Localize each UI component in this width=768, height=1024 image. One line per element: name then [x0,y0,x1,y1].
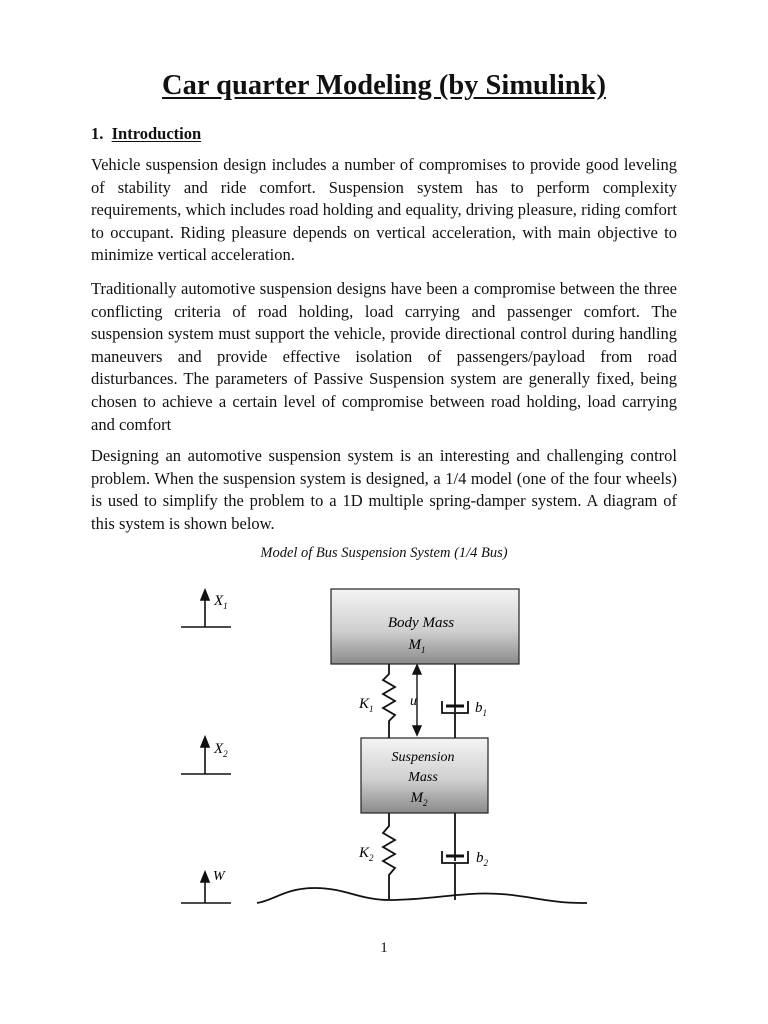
body-mass-label: Body Mass [387,615,455,631]
section-title: Introduction [111,124,202,143]
force-u-label: u [410,694,417,709]
damper-b1 [442,664,468,738]
paragraph-traditional-design: Traditionally automotive suspension designs have been a compromise between the three conflicting criteria of road holding, load carrying and passenger comfort. The suspension system must support the vehicle, provide directional control during handling maneuvers and provide effective isolation of passengers/payload from road disturbances. The parameters of Passive Suspension system are generally fixed, being chosen to achieve a certain level of compromise between road holding, load carrying and comfort [91,279,677,434]
spring-k1 [383,664,395,738]
paragraph-intro: Vehicle suspension design includes a number of compromises to provide good leveling of stability and ride comfort. Suspension system has to perform complexity requirements, which includes road holding and equality, driving pleasure, riding comfort to occupant. Riding pleasure depends on vertical acceleration, with main objective to minimize vertical acceleration. [91,155,677,265]
suspension-diagram [0,570,768,915]
w-label: W [213,869,225,884]
page-title: Car quarter Modeling (by Simulink) [162,70,606,101]
x1-label: $X_1$ [214,593,228,611]
paragraph-design-problem: Designing an automotive suspension system is an interesting and challenging control problem. When the suspension system is designed, a 1/4 model (one of the four wheels) is used to simplify the problem to a 1D multiple spring-damper system. A diagram of this system is shown below. [91,446,677,533]
spring-k2 [383,813,395,900]
suspension-mass-symbol: $M_2$ [410,790,428,808]
suspension-mass-label-2: Mass [408,770,438,785]
spring-k2-label: $K_2$ [359,845,374,863]
suspension-mass-label-1: Suspension [391,750,455,765]
spring-k1-label: $K_1$ [359,696,374,714]
body-mass-symbol: $M_1$ [408,637,426,655]
damper-b2 [442,813,468,900]
page-number: 1 [380,940,388,956]
road-profile [257,888,587,903]
damper-b1-label: $b_1$ [475,700,487,718]
section-heading [91,124,201,144]
section-number: 1. [91,124,104,143]
figure-caption: Model of Bus Suspension System (1/4 Bus) [260,545,508,561]
x2-label: $X_2$ [214,741,228,759]
damper-b2-label: $b_2$ [476,850,488,868]
